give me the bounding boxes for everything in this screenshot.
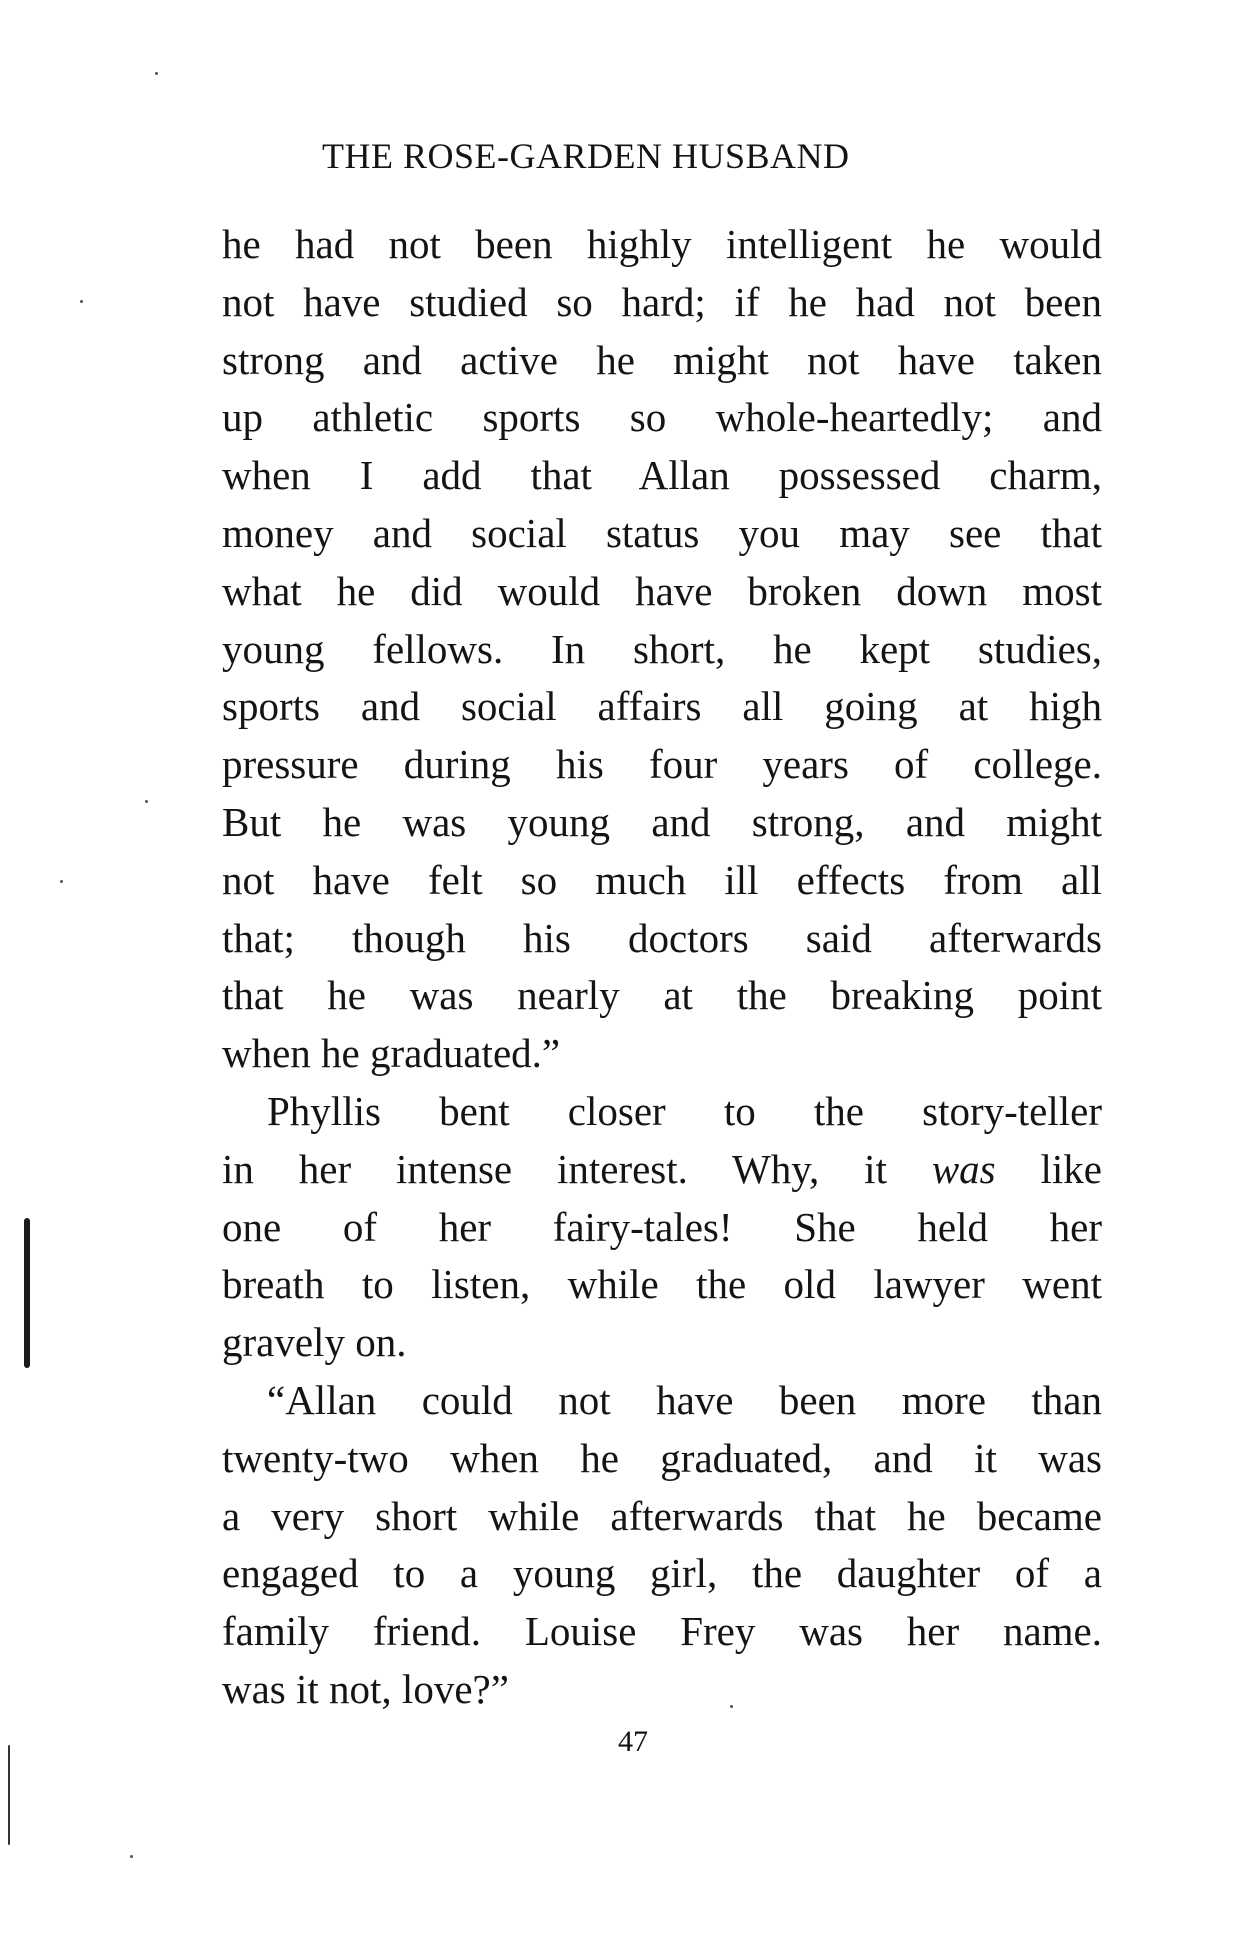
scan-speck xyxy=(155,72,158,75)
text-line: money and social status you may see that xyxy=(222,509,1102,556)
scan-edge-mark xyxy=(24,1218,30,1368)
text-line: when he graduated.” xyxy=(222,1030,561,1077)
text-line: when I add that Allan possessed charm, xyxy=(222,452,1102,499)
body-text xyxy=(222,216,1102,1719)
text-line: not have studied so hard; if he had not been xyxy=(222,278,1102,325)
text-line: not have felt so much ill effects from all xyxy=(222,856,1102,903)
text-line: that he was nearly at the breaking point xyxy=(222,972,1102,1019)
text-line: But he was young and strong, and might xyxy=(222,798,1102,845)
scan-edge-mark xyxy=(8,1745,10,1845)
text-line: family friend. Louise Frey was her name. xyxy=(222,1608,1102,1655)
scan-speck xyxy=(130,1855,133,1858)
text-line: in her intense interest. Why, it was like xyxy=(222,1145,1102,1192)
text-line: twenty-two when he graduated, and it was xyxy=(222,1434,1102,1481)
text-line: what he did would have broken down most xyxy=(222,567,1102,614)
scan-speck xyxy=(145,800,148,803)
text-line: a very short while afterwards that he became xyxy=(222,1492,1102,1539)
scan-speck xyxy=(80,300,83,303)
text-line: one of her fairy-tales! She held her xyxy=(222,1203,1102,1250)
emphasis: was xyxy=(931,1145,996,1192)
scan-speck xyxy=(60,880,63,883)
text-line: was it not, love?” xyxy=(222,1665,509,1712)
text-line: engaged to a young girl, the daughter of a xyxy=(222,1550,1102,1597)
scan-speck xyxy=(730,1705,733,1708)
text-line: up athletic sports so whole-heartedly; and xyxy=(222,394,1102,441)
running-title: THE ROSE-GARDEN HUSBAND xyxy=(322,136,850,176)
text-line: Phyllis bent closer to the story-teller xyxy=(267,1087,1102,1134)
page-number: 47 xyxy=(618,1725,648,1758)
text-line: that; though his doctors said afterwards xyxy=(222,914,1102,961)
text-line: strong and active he might not have taken xyxy=(222,336,1102,383)
text-line: sports and social affairs all going at high xyxy=(222,683,1102,730)
text-line: young fellows. In short, he kept studies, xyxy=(222,625,1102,672)
text-line: breath to listen, while the old lawyer went xyxy=(222,1261,1102,1308)
text-line: gravely on. xyxy=(222,1319,407,1366)
text-line: he had not been highly intelligent he would xyxy=(222,221,1102,267)
text-line: pressure during his four years of college. xyxy=(222,741,1102,788)
text-line: “Allan could not have been more than xyxy=(267,1376,1102,1423)
